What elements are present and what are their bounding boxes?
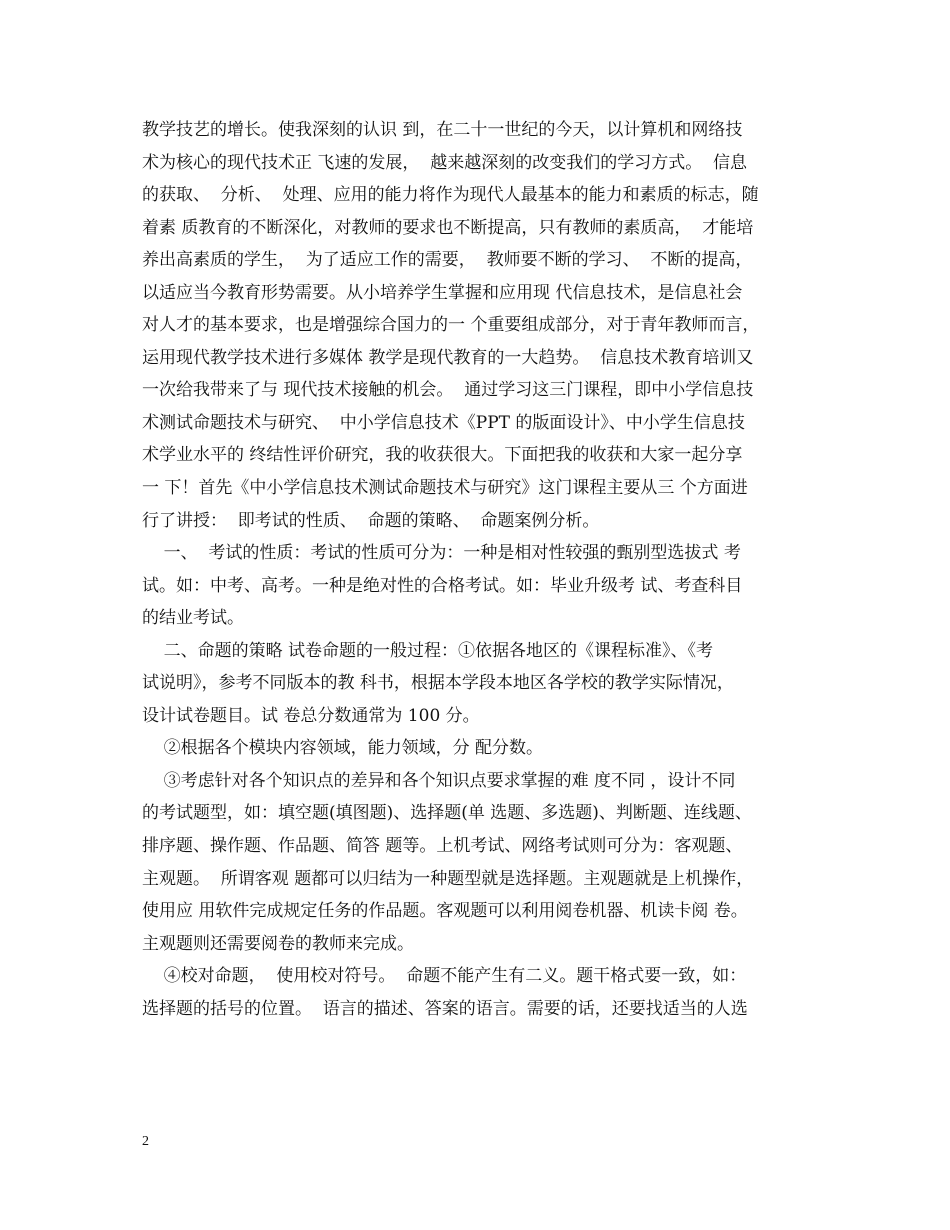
text-line: 选择题的括号的位置。 语言的描述、答案的语言。需要的话，还要找适当的人选 xyxy=(142,998,748,1019)
text-line: ③考虑针对各个知识点的差异和各个知识点要求掌握的难 度不同 ，设计不同 xyxy=(142,770,736,791)
text-line: 术为核心的现代技术正 飞速的发展， 越来越深刻的改变我们的学习方式。 信息 xyxy=(142,152,748,173)
text-line: 一次给我带来了与 现代技术接触的机会。 通过学习这三门课程，即中小学信息技 xyxy=(142,380,754,401)
text-line: 一、 考试的性质：考试的性质可分为：一种是相对性较强的甄别型选拔式 考 xyxy=(142,543,741,564)
text-line: ②根据各个模块内容领域，能力领域，分 配分数。 xyxy=(142,738,544,759)
text-line: 主观题。 所谓客观 题都可以归结为一种题型就是选择题。主观题就是上机操作， xyxy=(142,868,754,889)
text-line: 术学业水平的 终结性评价研究，我的收获很大。下面把我的收获和大家一起分享 xyxy=(142,445,743,466)
text-line: 使用应 用软件完成规定任务的作品题。客观题可以利用阅卷机器、机读卡阅 卷。 xyxy=(142,901,748,922)
text-line: 行了讲授： 即考试的性质、 命题的策略、 命题案例分析。 xyxy=(142,510,600,531)
text-line: 设计试卷题目。试 卷总分数通常为 100 分。 xyxy=(142,705,480,726)
text-line: ④校对命题， 使用校对符号。 命题不能产生有二义。题干格式要一致，如： xyxy=(142,966,747,987)
text-line: 着素 质教育的不断深化，对教师的要求也不断提高，只有教师的素质高， 才能培 xyxy=(142,217,754,238)
text-line: 主观题则还需要阅卷的教师来完成。 xyxy=(142,933,414,954)
text-line: 运用现代教学技术进行多媒体 教学是现代教育的一大趋势。 信息技术教育培训又 xyxy=(142,347,754,368)
text-line: 试说明》，参考不同版本的教 科书，根据本学段本地区各学校的教学实际情况， xyxy=(142,673,734,694)
text-line: 术测试命题技术与研究、 中小学信息技术《PPT 的版面设计》、中小学生信息技 xyxy=(142,412,745,433)
text-line: 的获取、 分析、 处理、应用的能力将作为现代人最基本的能力和素质的标志，随 xyxy=(142,185,759,206)
text-line: 的考试题型，如：填空题(填图题)、选择题(单 选题、多选题)、判断题、连线题、 xyxy=(142,803,752,824)
text-line: 以适应当今教育形势需要。从小培养学生掌握和应用现 代信息技术，是信息社会 xyxy=(142,282,743,303)
page-number: 2 xyxy=(142,1134,149,1149)
text-line: 二、命题的策略 试卷命题的一般过程：①依据各地区的《课程标准》、《考 xyxy=(142,640,714,661)
text-line: 对人才的基本要求，也是增强综合国力的一 个重要组成部分，对于青年教师而言， xyxy=(142,315,760,336)
text-line: 排序题、操作题、作品题、简答 题等。上机考试、网络考试则可分为：客观题、 xyxy=(142,836,743,857)
text-line: 的结业考试。 xyxy=(142,608,244,629)
text-line: 养出高素质的学生， 为了适应工作的需要， 教师要不断的学习、 不断的提高， xyxy=(142,250,753,271)
text-line: 一 下！首先《中小学信息技术测试命题技术与研究》这门课程主要从三 个方面进 xyxy=(142,478,748,499)
text-line: 试。如：中考、高考。一种是绝对性的合格考试。如：毕业升级考 试、考查科目 xyxy=(142,575,743,596)
text-line: 教学技艺的增长。使我深刻的认识 到，在二十一世纪的今天，以计算机和网络技 xyxy=(142,120,743,140)
body-text xyxy=(142,114,826,1025)
